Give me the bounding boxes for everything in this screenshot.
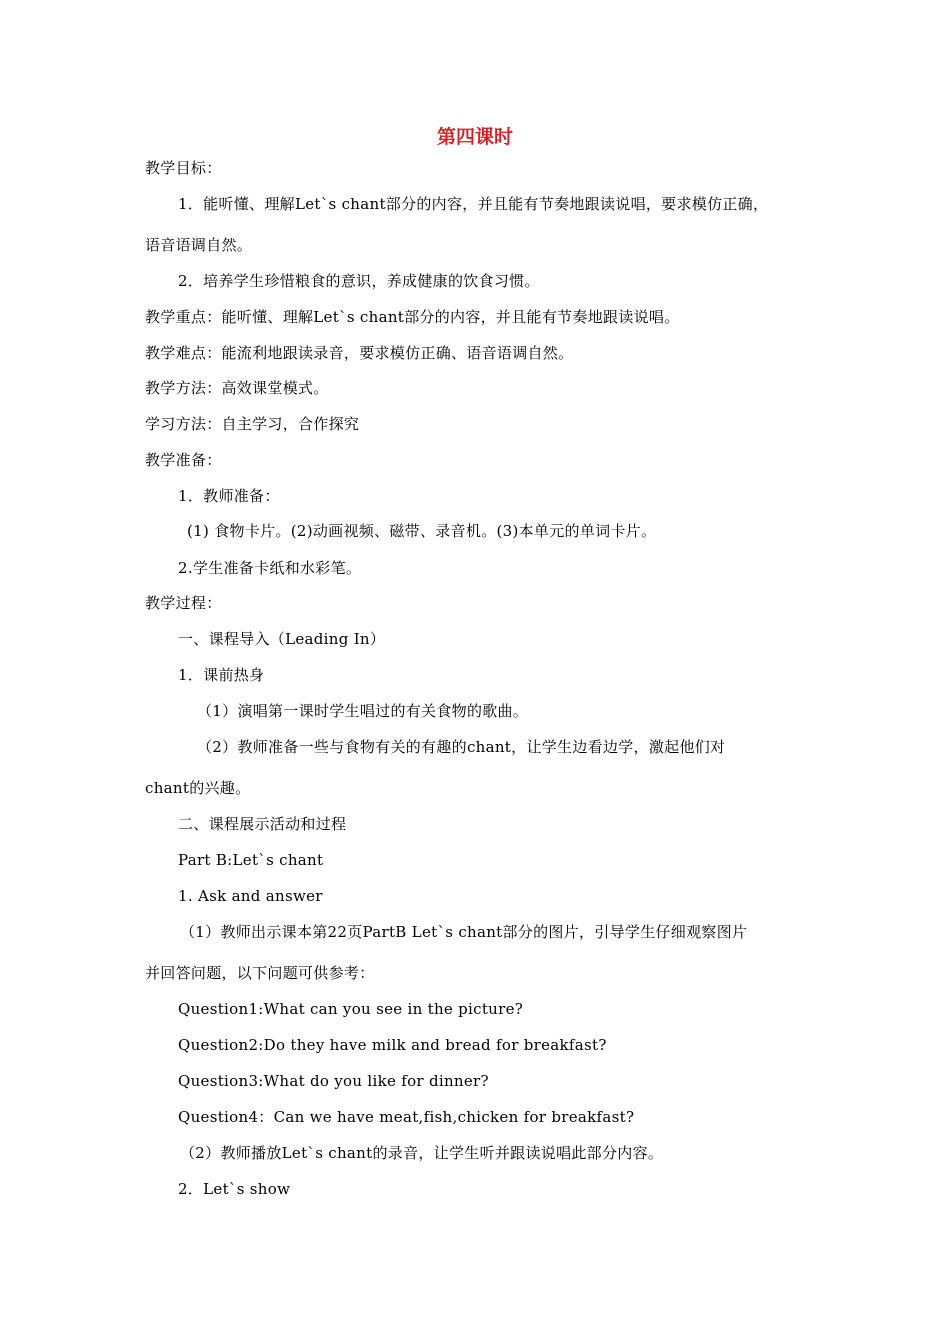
paragraph-line: 并回答问题，以下问题可供参考：	[145, 964, 375, 982]
section-heading-process: 教学过程：	[145, 594, 222, 612]
paragraph-line: 语音语调自然。	[145, 236, 253, 254]
subsection-heading: 二、课程展示活动和过程	[178, 815, 347, 833]
paragraph-line: chant的兴趣。	[145, 779, 251, 797]
paragraph-line: 1．教师准备：	[178, 487, 280, 505]
paragraph-line: （2）教师播放Let`s chant的录音，让学生听并跟读说唱此部分内容。	[180, 1144, 664, 1162]
paragraph-line: 1. Ask and answer	[178, 887, 323, 905]
section-heading-preparation: 教学准备：	[145, 451, 222, 469]
question-line: Question2:Do they have milk and bread for breakfast?	[178, 1036, 607, 1054]
section-heading-objectives: 教学目标：	[145, 159, 222, 177]
paragraph-line: （2）教师准备一些与食物有关的有趣的chant，让学生边看边学，激起他们对	[197, 738, 726, 756]
subsection-heading: 一、课程导入（Leading In）	[178, 630, 386, 648]
paragraph-line: (1) 食物卡片。(2)动画视频、磁带、录音机。(3)本单元的单词卡片。	[187, 522, 657, 540]
paragraph-line: 2．培养学生珍惜粮食的意识，养成健康的饮食习惯。	[178, 272, 540, 290]
paragraph-line: Part B:Let`s chant	[178, 851, 324, 869]
question-line: Question3:What do you like for dinner?	[178, 1072, 489, 1090]
paragraph-line: 1．课前热身	[178, 666, 265, 684]
paragraph-line: 2.学生准备卡纸和水彩笔。	[178, 559, 362, 577]
paragraph-line: 1．能听懂、理解Let`s chant部分的内容，并且能有节奏地跟读说唱，要求模仿正确，	[178, 195, 769, 213]
section-teaching-method: 教学方法：高效课堂模式。	[145, 379, 329, 397]
page-title: 第四课时	[436, 126, 513, 148]
paragraph-line: 2．Let`s show	[178, 1180, 291, 1198]
question-line: Question4：Can we have meat,fish,chicken for breakfast?	[178, 1108, 635, 1126]
section-difficulties: 教学难点：能流利地跟读录音，要求模仿正确、语音语调自然。	[145, 344, 574, 362]
section-learning-method: 学习方法：自主学习，合作探究	[145, 415, 360, 433]
question-line: Question1:What can you see in the picture?	[178, 1000, 524, 1018]
paragraph-line: （1）教师出示课本第22页PartB Let`s chant部分的图片，引导学生仔细观察图片	[180, 923, 748, 941]
paragraph-line: （1）演唱第一课时学生唱过的有关食物的歌曲。	[197, 702, 529, 720]
section-key-points: 教学重点：能听懂、理解Let`s chant部分的内容，并且能有节奏地跟读说唱。	[145, 308, 680, 326]
